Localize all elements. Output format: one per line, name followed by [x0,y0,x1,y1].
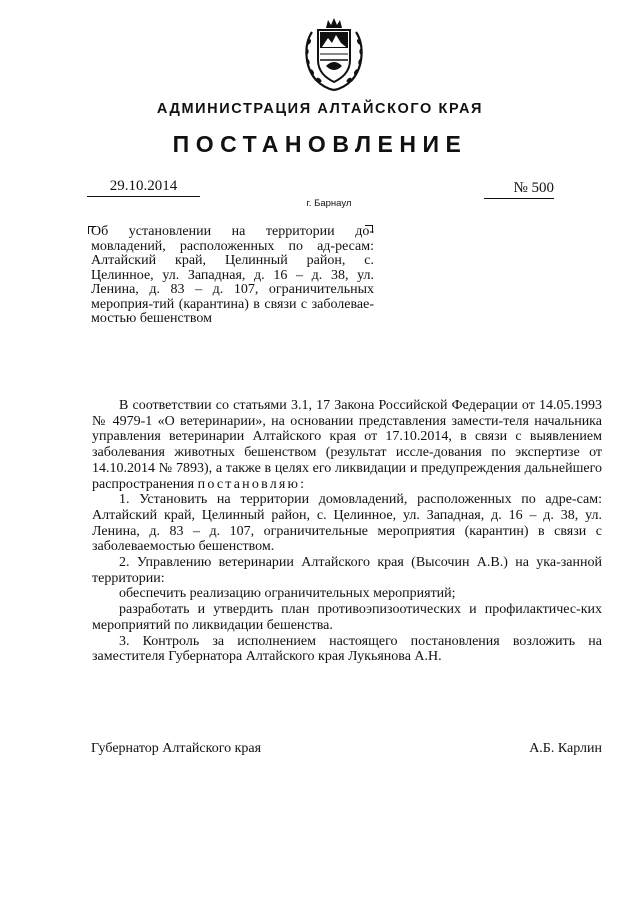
document-date: 29.10.2014 [87,178,200,197]
signatory-position: Губернатор Алтайского края [91,741,262,756]
document-subject: Об установлении на территории до-мовладений, расположенных по ад-ресам: Алтайский край, Целинный район, с. Целинное, ул. Западная, д. 16 – д. 38, ул. Ленина, д. 83 – д. 107, ограничительных мероприя-тий (карантина) в связи с заболевае-мостью бешенством [91,224,374,326]
item-3: 3. Контроль за исполнением настоящего постановления возложить на заместителя Губернатора Алтайского края Лукьянова А.Н. [92,633,602,665]
coat-of-arms-icon [298,14,370,94]
city-label: г. Барнаул [306,198,352,209]
document-type: ПОСТАНОВЛЕНИЕ [172,131,468,157]
item-2: 2. Управлению ветеринарии Алтайского края (Высочин А.В.) на ука-занной территории: [92,555,602,586]
item-2b: разработать и утвердить план противоэпизоотических и профилактичес-ких мероприятий по ликвидации бешенства. [92,602,602,633]
preamble-paragraph [92,398,602,492]
item-2a: обеспечить реализацию ограничительных мероприятий; [119,586,456,602]
preamble-text: В соответствии со статьями 3.1, 17 Закона Российской Федерации от 14.05.1993 № 4979-1 «О ветеринарии», на основании представления замести-теля начальника управления ветеринарии Алтайского края от 17.10.2014, в связи с выявлением заболевания животных бешенством (результат иссле-дования по экспертизе от 14.10.2014 № 7893), а также в целях его ликвидации и предупреждения дальнейшего распространения [92,398,602,492]
signatory-name: А.Б. Карлин [529,741,602,756]
organization-title: АДМИНИСТРАЦИЯ АЛТАЙСКОГО КРАЯ [156,101,484,117]
document-number: № 500 [484,180,554,199]
document-body [92,398,602,665]
item-1: 1. Установить на территории домовладений, расположенных по адре-сам: Алтайский край, Целинный район, с. Целинное, ул. Западная, д. 16 – д. 38, ул. Ленина, д. 83 – д. 107, ограничительные мероприятия (карантин) в связи с заболеваемостью бешенством. [92,492,602,555]
decree-word: постановляю: [197,476,307,492]
